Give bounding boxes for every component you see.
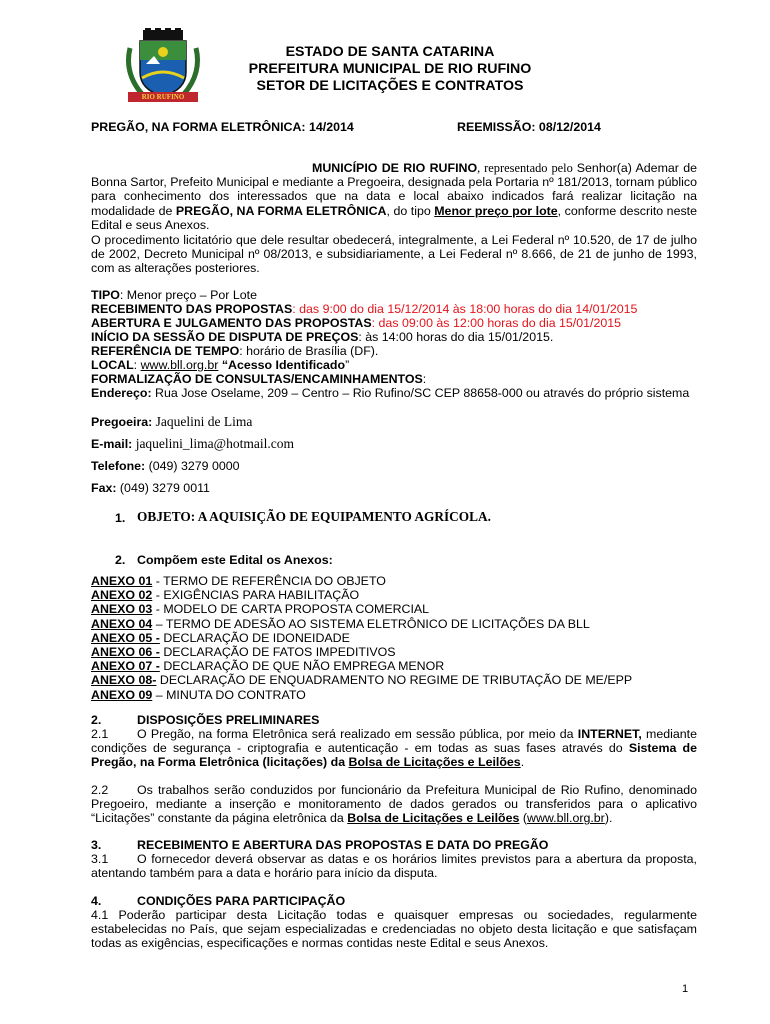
item-1-number: 1. bbox=[115, 511, 126, 525]
municipal-crest-logo bbox=[120, 28, 206, 104]
section-2-heading: 2. DISPOSIÇÕES PRELIMINARES bbox=[91, 713, 320, 727]
list-item: ANEXO 04 – TERMO DE ADESÃO AO SISTEMA ELETRÔNICO DE LICITAÇÕES DA BLL bbox=[91, 616, 590, 631]
tipo-line: TIPO: Menor preço – Por Lote bbox=[91, 288, 257, 302]
bll-url-link[interactable]: www.bll.org.br bbox=[527, 811, 605, 826]
abertura-line: ABERTURA E JULGAMENTO DAS PROPOSTAS: das 09:00 às 12:00 horas do dia 15/01/2015 bbox=[91, 316, 622, 330]
inicio-sessao-line: INÍCIO DA SESSÃO DE DISPUTA DE PREÇOS: às 14:00 horas do dia 15/01/2015. bbox=[91, 330, 554, 344]
recebimento-line: RECEBIMENTO DAS PROPOSTAS: das 9:00 do dia 15/12/2014 às 18:00 horas do dia 14/01/2015 bbox=[91, 302, 638, 316]
paragraph-2-1: 2.1 O Pregão, na forma Eletrônica será realizado em sessão pública, por meio da INTERNET, mediante condições de segurança - criptografia e autenticação - em todas as suas fases através do Sistema de Pregão, na Forma Eletrônica (licitações) da Bolsa de Licitações e Leilões. bbox=[91, 727, 698, 770]
paragraph-3-1: 3.1 O fornecedor deverá observar as datas e os horários limites previstos para a abertura da proposta, atentando também para a data e horário para início da disputa. bbox=[91, 852, 697, 881]
municipio-name: MUNICÍPIO DE RIO RUFINO bbox=[312, 161, 478, 175]
endereco-line: Endereço: Rua Jose Oselame, 209 – Centro – Rio Rufino/SC CEP 88658-000 ou através do próprio sistema bbox=[91, 386, 690, 400]
anexos-heading: Compõem este Edital os Anexos: bbox=[137, 553, 333, 567]
anexos-list bbox=[91, 574, 711, 702]
list-item: ANEXO 02 - EXIGÊNCIAS PARA HABILITAÇÃO bbox=[91, 588, 360, 603]
bll-name-link-2[interactable]: Bolsa de Licitações e Leilões bbox=[347, 811, 520, 826]
paragraph-2-2: 2.2 Os trabalhos serão conduzidos por funcionário da Prefeitura Municipal de Rio Rufino, denominado Pregoeiro, mediante a inserção e monitoramento de dados gerados ou transferidos para o aplicativo “Licitações” constante da página eletrônica da Bolsa de Licitações e Leilões (www.bll.org.br). bbox=[91, 783, 697, 826]
formalizacao-line: FORMALIZAÇÃO DE CONSULTAS/ENCAMINHAMENTOS: bbox=[91, 372, 427, 386]
paragraph-4-1: 4.1 Poderão participar desta Licitação todas e quaisquer empresas ou sociedades, regularmente estabelecidas no País, que sejam especializadas e credenciadas no objeto desta licitação e que satisfaçam todas as exigências, especificações e normas contidas neste Edital e seus Anexos. bbox=[91, 908, 697, 951]
list-item: ANEXO 09 – MINUTA DO CONTRATO bbox=[91, 687, 306, 702]
pregoeira-line: Pregoeira: Jaquelini de Lima bbox=[91, 414, 253, 429]
fax-line: Fax: (049) 3279 0011 bbox=[91, 481, 210, 495]
list-item: ANEXO 06 - DECLARAÇÃO DE FATOS IMPEDITIVOS bbox=[91, 645, 396, 660]
list-item: ANEXO 05 - DECLARAÇÃO DE IDONEIDADE bbox=[91, 630, 350, 645]
telefone-line: Telefone: (049) 3279 0000 bbox=[91, 459, 240, 473]
list-item: ANEXO 03 - MODELO DE CARTA PROPOSTA COMERCIAL bbox=[91, 602, 430, 617]
intro-paragraph: MUNICÍPIO DE RIO RUFINO, representado pelo Senhor(a) Ademar de Bonna Sartor, Prefeito Municipal e mediante a Pregoeira, designada pela Portaria nº 181/2013, tornam público para conhecimento dos interessados que na data e local abaixo indicados fará realizar licitação na modalidade de PREGÃO, NA FORMA ELETRÔNICA, do tipo Menor preço por lote, conforme descrito neste Edital e seus Anexos. bbox=[91, 161, 698, 232]
item-2-number: 2. bbox=[115, 553, 126, 567]
reemissao-date: REEMISSÃO: 08/12/2014 bbox=[457, 120, 601, 134]
local-line: LOCAL: www.bll.org.br “Acesso Identificado” bbox=[91, 358, 350, 372]
page-number: 1 bbox=[682, 983, 689, 995]
bll-name-link[interactable]: Bolsa de Licitações e Leilões bbox=[348, 755, 521, 770]
header-state: ESTADO DE SANTA CATARINA bbox=[285, 44, 495, 60]
crest-banner-text: RIO RUFINO bbox=[141, 93, 185, 101]
section-4-heading: 4. CONDIÇÕES PARA PARTICIPAÇÃO bbox=[91, 894, 346, 908]
referencia-tempo-line: REFERÊNCIA DE TEMPO: horário de Brasília (DF). bbox=[91, 344, 379, 358]
header-setor: SETOR DE LICITAÇÕES E CONTRATOS bbox=[256, 78, 524, 94]
list-item: ANEXO 01 - TERMO DE REFERÊNCIA DO OBJETO bbox=[91, 574, 386, 588]
list-item: ANEXO 07 - DECLARAÇÃO DE QUE NÃO EMPREGA MENOR bbox=[91, 659, 445, 674]
email-line: E-mail: jaquelini_lima@hotmail.com bbox=[91, 436, 294, 451]
legal-basis-paragraph: O procedimento licitatório que dele resultar obedecerá, integralmente, a Lei Federal nº 10.520, de 17 de julho de 2002, Decreto Municipal nº 08/2013, e subsidiariamente, a Lei Federal nº 8.666, de 21 de junho de 1993, com as alterações posteriores. bbox=[91, 233, 697, 276]
section-3-heading: 3. RECEBIMENTO E ABERTURA DAS PROPOSTAS E DATA DO PREGÃO bbox=[91, 838, 549, 852]
header-prefeitura: PREFEITURA MUNICIPAL DE RIO RUFINO bbox=[248, 61, 532, 77]
bll-link[interactable]: www.bll.org.br bbox=[140, 358, 219, 372]
objeto-heading: OBJETO: A AQUISIÇÃO DE EQUIPAMENTO AGRÍCOLA. bbox=[137, 509, 491, 524]
pregao-number: PREGÃO, NA FORMA ELETRÔNICA: 14/2014 bbox=[91, 120, 354, 134]
list-item: ANEXO 08- DECLARAÇÃO DE ENQUADRAMENTO NO REGIME DE TRIBUTAÇÃO DE ME/EPP bbox=[91, 673, 633, 688]
